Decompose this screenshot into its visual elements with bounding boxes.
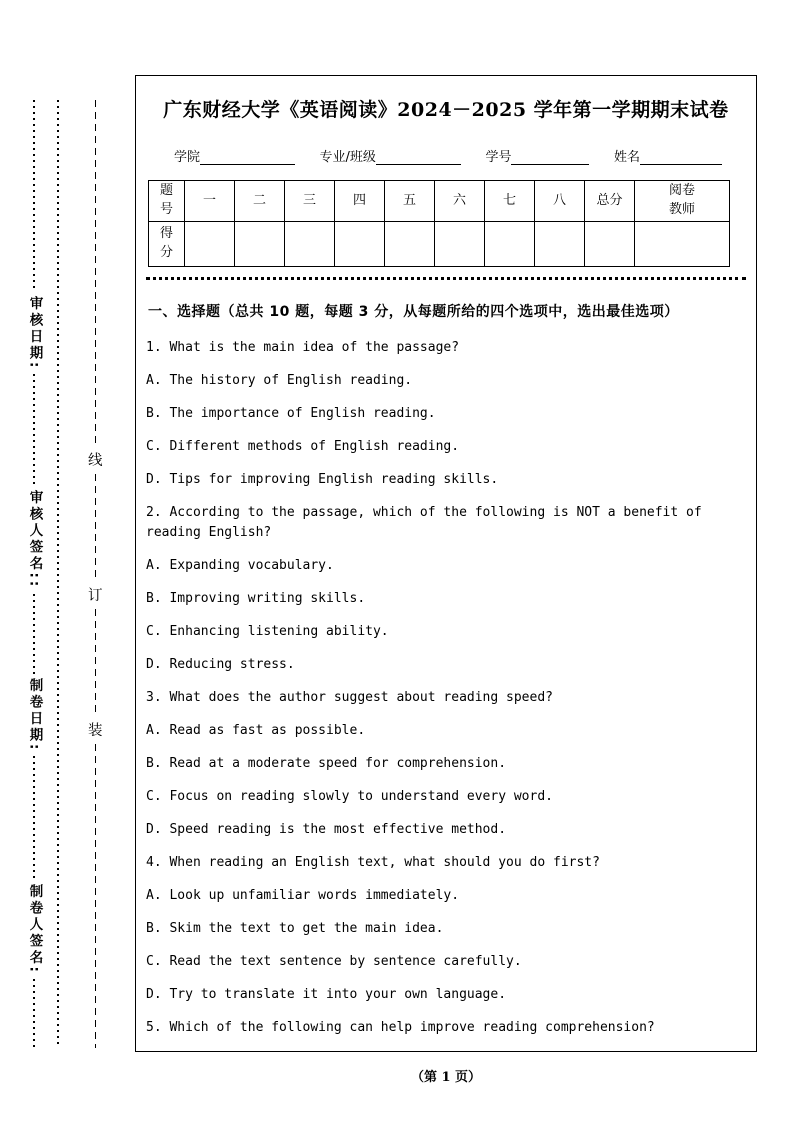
binding-char: 订	[88, 588, 103, 604]
margin-fill-line	[33, 374, 35, 486]
score-column-header	[435, 181, 485, 222]
question-number-header-label: 题号	[159, 183, 173, 217]
question-text: 2. According to the passage, which of the following is NOT a benefit of reading English?	[146, 505, 702, 540]
section-heading: 一、选择题（总共 10 题，每题 3 分，从每题所给的四个选项中，选出最佳选项）	[148, 304, 679, 320]
info-blank-line	[376, 150, 461, 165]
option-text: B. Skim the text to get the main idea.	[146, 921, 444, 936]
binding-dash-segment	[95, 744, 97, 1048]
score-table	[148, 180, 730, 267]
margin-label: 审核日期:	[26, 296, 43, 371]
binding-dash-segment	[95, 609, 97, 715]
score-column-header-label: 四	[352, 192, 366, 208]
score-cell	[435, 222, 485, 267]
option-text: B. The importance of English reading.	[146, 406, 436, 421]
score-column-header	[635, 181, 730, 222]
margin-dotted-rule	[57, 100, 59, 1048]
score-column-header-label: 阅卷教师	[668, 183, 695, 217]
score-column-header	[335, 181, 385, 222]
binding-dash-segment	[95, 100, 97, 445]
margin-fill-line	[33, 594, 35, 674]
score-column-header	[235, 181, 285, 222]
score-column-header-label: 一	[202, 192, 216, 208]
question-text: 3. What does the author suggest about reading speed?	[146, 690, 553, 705]
option-text: C. Different methods of English reading.	[146, 439, 460, 454]
score-cell	[185, 222, 235, 267]
score-column-header	[485, 181, 535, 222]
score-column-header-label: 三	[302, 192, 316, 208]
page-footer: （第 1 页）	[410, 1070, 482, 1085]
margin-fill-line	[33, 756, 35, 880]
info-field-label: 学号	[485, 150, 512, 165]
info-blank-line	[640, 150, 722, 165]
margin-label: 审核人签名::	[26, 490, 43, 590]
info-field	[485, 146, 589, 165]
score-cell	[535, 222, 585, 267]
option-text: B. Read at a moderate speed for comprehension.	[146, 756, 507, 771]
option-text: D. Reducing stress.	[146, 657, 295, 672]
binding-line	[88, 100, 103, 1048]
score-column-header-label: 六	[452, 192, 466, 208]
student-info-row	[174, 146, 722, 165]
margin-label-column	[27, 100, 41, 1048]
option-text: D. Tips for improving English reading skills.	[146, 472, 499, 487]
question-text: 1. What is the main idea of the passage?	[146, 340, 460, 355]
margin-label: 制卷日期:	[26, 677, 43, 753]
exam-frame	[135, 75, 757, 1052]
score-cell	[485, 222, 535, 267]
score-row-header-label: 得分	[159, 226, 173, 260]
margin-fill-line	[33, 100, 35, 292]
info-blank-line	[511, 150, 589, 165]
binding-char: 装	[88, 723, 103, 739]
option-text: A. Expanding vocabulary.	[146, 558, 334, 573]
score-column-header-label: 五	[402, 192, 416, 208]
info-field-label: 专业/班级	[319, 150, 376, 165]
option-text: C. Enhancing listening ability.	[146, 624, 389, 639]
score-cell	[285, 222, 335, 267]
score-column-header-label: 七	[502, 192, 516, 208]
info-blank-line	[200, 150, 295, 165]
dotted-separator	[146, 277, 746, 280]
option-text: A. Read as fast as possible.	[146, 723, 366, 738]
option-text: C. Focus on reading slowly to understand every word.	[146, 789, 553, 804]
info-field	[174, 146, 295, 165]
score-column-header	[535, 181, 585, 222]
question-text: 4. When reading an English text, what should you do first?	[146, 855, 600, 870]
option-text: D. Try to translate it into your own language.	[146, 987, 507, 1002]
info-field-label: 学院	[174, 150, 201, 165]
score-column-header-label: 总分	[596, 192, 623, 208]
info-field	[614, 146, 722, 165]
option-text: A. Look up unfamiliar words immediately.	[146, 888, 460, 903]
question-area	[146, 338, 746, 1038]
score-column-header	[185, 181, 235, 222]
binding-char: 线	[88, 453, 103, 469]
score-column-header-label: 八	[552, 192, 566, 208]
score-cell	[585, 222, 635, 267]
exam-title: 广东财经大学《英语阅读》2024－2025 学年第一学期期末试卷	[163, 99, 729, 121]
score-cell	[335, 222, 385, 267]
score-column-header	[585, 181, 635, 222]
info-field-label: 姓名	[613, 150, 640, 165]
score-row-header	[149, 222, 185, 267]
margin-fill-line	[33, 979, 35, 1048]
option-text: A. The history of English reading.	[146, 373, 413, 388]
option-text: D. Speed reading is the most effective method.	[146, 822, 507, 837]
question-text: 5. Which of the following can help improve reading comprehension?	[146, 1020, 655, 1035]
option-text: B. Improving writing skills.	[146, 591, 366, 606]
margin-label: 制卷人签名:	[26, 884, 43, 976]
score-cell	[235, 222, 285, 267]
score-cell	[635, 222, 730, 267]
score-column-header	[285, 181, 335, 222]
score-column-header	[385, 181, 435, 222]
option-text: C. Read the text sentence by sentence carefully.	[146, 954, 522, 969]
score-cell	[385, 222, 435, 267]
binding-dash-segment	[95, 474, 97, 580]
score-column-header-label: 二	[252, 192, 266, 208]
info-field	[320, 146, 461, 165]
question-number-header	[149, 181, 185, 222]
